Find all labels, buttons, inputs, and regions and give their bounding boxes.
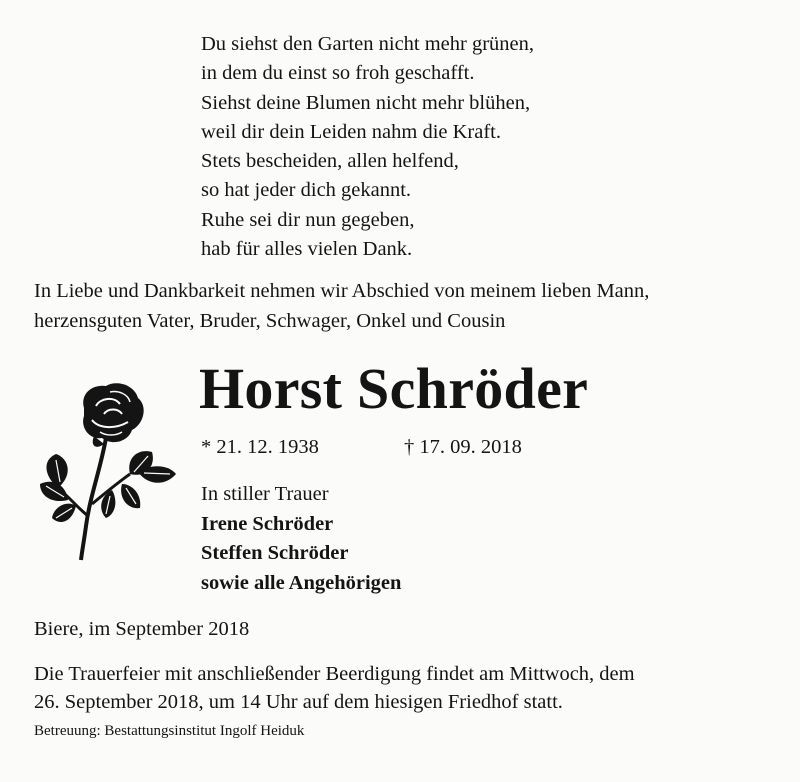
- poem-line: Siehst deine Blumen nicht mehr blühen,: [201, 91, 531, 114]
- mourner-name: sowie alle Angehörigen: [201, 571, 402, 594]
- intro-line-2: herzensguten Vater, Bruder, Schwager, Onkel und Cousin: [34, 310, 506, 332]
- birth-date: * 21. 12. 1938: [201, 436, 319, 458]
- death-date: † 17. 09. 2018: [404, 436, 522, 458]
- mourners-heading: In stiller Trauer: [201, 483, 329, 505]
- poem-line: Ruhe sei dir nun gegeben,: [201, 208, 415, 231]
- poem-line: in dem du einst so froh geschafft.: [201, 62, 475, 85]
- poem-line: hab für alles vielen Dank.: [201, 238, 413, 261]
- intro-line-1: In Liebe und Dankbarkeit nehmen wir Abschied von meinem lieben Mann,: [34, 280, 650, 302]
- mourner-name: Steffen Schröder: [201, 542, 349, 564]
- poem-line: weil dir dein Leiden nahm die Kraft.: [201, 120, 501, 143]
- ceremony-info: [34, 660, 635, 716]
- mourner-name: Irene Schröder: [201, 512, 334, 535]
- mourners-block: [201, 480, 401, 598]
- poem-line: so hat jeder dich gekannt.: [201, 179, 412, 202]
- poem-line: Stets bescheiden, allen helfend,: [201, 150, 459, 173]
- place-date: Biere, im September 2018: [34, 618, 250, 640]
- poem-line: Du siehst den Garten nicht mehr grünen,: [201, 33, 535, 55]
- deceased-name: Horst Schröder: [199, 356, 589, 421]
- ceremony-line-1: Die Trauerfeier mit anschließender Beerdigung findet am Mittwoch, dem: [34, 663, 635, 685]
- rose-icon: [34, 376, 184, 566]
- ceremony-line-2: 26. September 2018, um 14 Uhr auf dem hiesigen Friedhof statt.: [34, 691, 563, 713]
- poem: [201, 30, 534, 264]
- intro-text: [34, 276, 649, 336]
- funeral-home-credit: Betreuung: Bestattungsinstitut Ingolf Heiduk: [34, 723, 305, 739]
